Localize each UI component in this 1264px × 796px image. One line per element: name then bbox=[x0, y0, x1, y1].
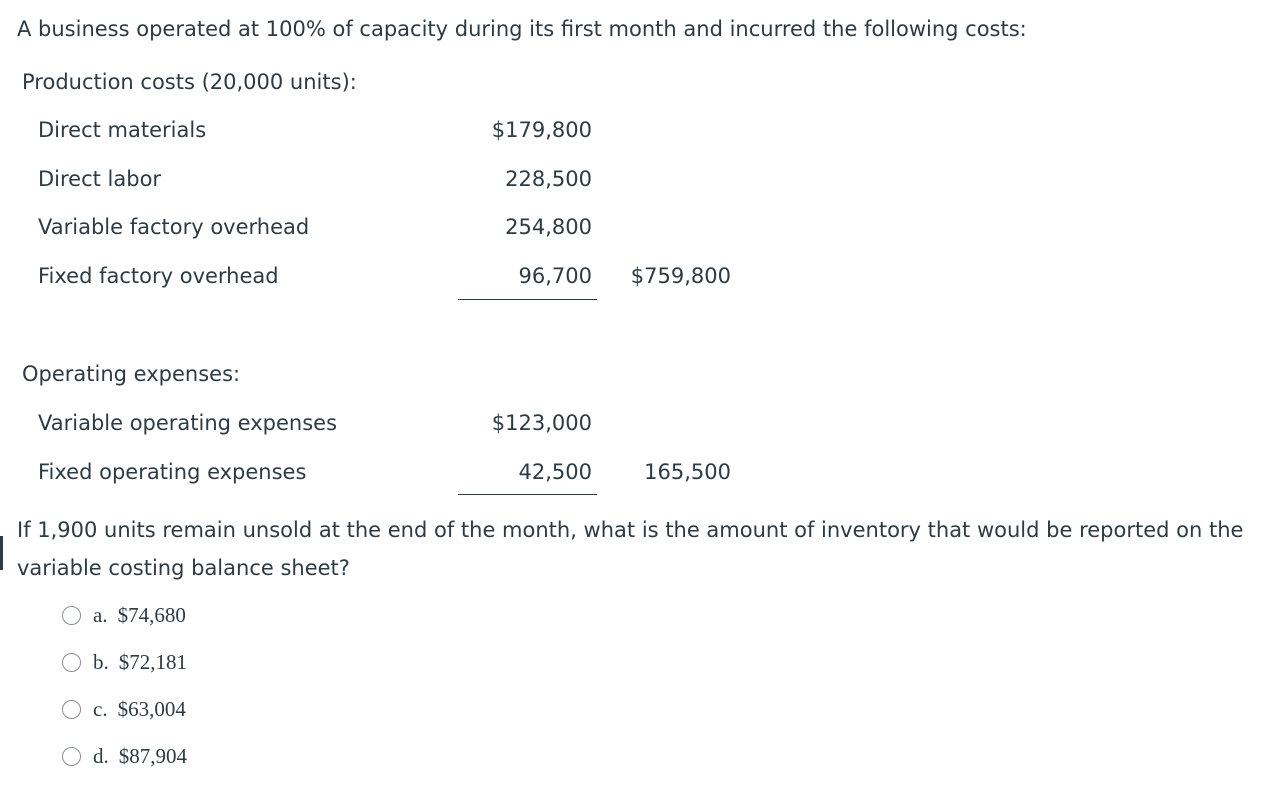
fixed-operating-expenses-amount: 42,500 bbox=[518, 460, 592, 484]
option-d-letter: d. bbox=[93, 743, 109, 768]
left-edge-bar bbox=[0, 536, 3, 570]
variable-factory-overhead-amount: 254,800 bbox=[505, 215, 592, 239]
radio-d[interactable] bbox=[62, 747, 81, 766]
fixed-factory-overhead-label: Fixed factory overhead bbox=[38, 264, 279, 288]
production-costs-heading: Production costs (20,000 units): bbox=[22, 70, 357, 94]
direct-labor-amount: 228,500 bbox=[505, 167, 592, 191]
problem-intro: A business operated at 100% of capacity during its first month and incurred the following costs: bbox=[17, 17, 1027, 41]
option-a-letter: a. bbox=[93, 602, 108, 627]
production-costs-total: $759,800 bbox=[630, 264, 731, 288]
direct-materials-label: Direct materials bbox=[38, 118, 207, 142]
radio-a[interactable] bbox=[62, 606, 81, 625]
option-c-value: $63,004 bbox=[117, 696, 186, 721]
fixed-operating-expenses-label: Fixed operating expenses bbox=[38, 460, 307, 484]
variable-operating-expenses-amount: $123,000 bbox=[491, 411, 592, 435]
radio-b[interactable] bbox=[62, 653, 81, 672]
operating-expenses-heading: Operating expenses: bbox=[22, 362, 241, 386]
fixed-factory-overhead-amount: 96,700 bbox=[518, 264, 592, 288]
operating-expenses-total: 165,500 bbox=[644, 460, 731, 484]
option-c-letter: c. bbox=[93, 696, 108, 721]
direct-materials-amount: $179,800 bbox=[491, 118, 592, 142]
direct-labor-label: Direct labor bbox=[38, 167, 162, 191]
option-d-value: $87,904 bbox=[118, 743, 187, 768]
option-b-value: $72,181 bbox=[118, 649, 187, 674]
production-subtotal-rule bbox=[458, 299, 597, 300]
option-b-letter: b. bbox=[93, 649, 109, 674]
operating-subtotal-rule bbox=[458, 494, 597, 495]
radio-c[interactable] bbox=[62, 700, 81, 719]
option-b[interactable] bbox=[62, 649, 187, 675]
option-c[interactable] bbox=[62, 696, 186, 722]
option-d[interactable] bbox=[62, 743, 187, 769]
variable-operating-expenses-label: Variable operating expenses bbox=[38, 411, 338, 435]
variable-factory-overhead-label: Variable factory overhead bbox=[38, 215, 310, 239]
option-a[interactable] bbox=[62, 602, 186, 628]
question-text: If 1,900 units remain unsold at the end of the month, what is the amount of inventory that would be reported on the variable costing balance sheet? bbox=[17, 518, 1244, 580]
option-a-value: $74,680 bbox=[117, 602, 186, 627]
